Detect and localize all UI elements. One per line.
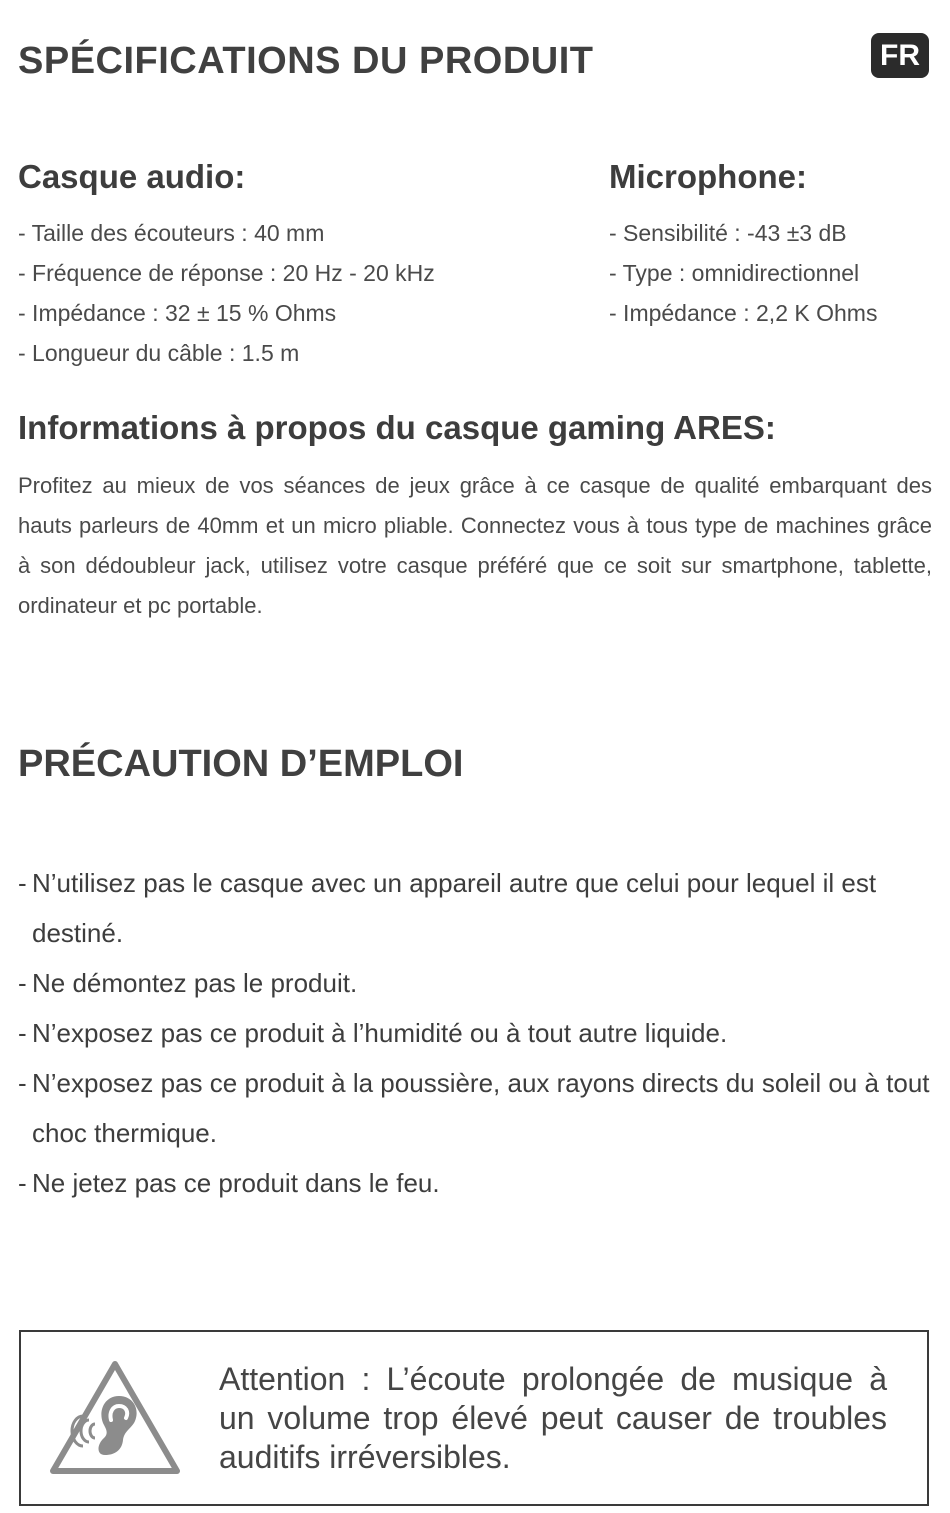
language-badge: FR <box>871 33 929 78</box>
list-dash: - <box>18 1068 27 1098</box>
spec-item: - Longueur du câble : 1.5 m <box>18 340 300 366</box>
microphone-specs <box>609 158 877 333</box>
list-dash: - <box>18 868 27 898</box>
precaution-text: Ne démontez pas le produit. <box>32 968 358 998</box>
spec-item: - Impédance : 32 ± 15 % Ohms <box>18 300 337 326</box>
list-dash: - <box>18 968 27 998</box>
info-title: Informations à propos du casque gaming ARES: <box>18 409 776 446</box>
hearing-warning-text: Attention : L’écoute prolongée de musique à un volume trop élevé peut causer de troubles auditifs irréversibles. <box>219 1361 887 1475</box>
spec-item: - Type : omnidirectionnel <box>609 260 860 286</box>
precaution-item <box>18 858 932 958</box>
precaution-item <box>18 1158 932 1208</box>
spec-item: - Fréquence de réponse : 20 Hz - 20 kHz <box>18 260 435 286</box>
list-dash: - <box>18 1018 27 1048</box>
headset-specs-title: Casque audio: <box>18 158 246 195</box>
precaution-item <box>18 1008 932 1058</box>
precaution-text: Ne jetez pas ce produit dans le feu. <box>32 1168 440 1198</box>
info-paragraph: Profitez au mieux de vos séances de jeux grâce à ce casque de qualité embarquant des hauts parleurs de 40mm et un micro pliable. Connectez vous à tous type de machines grâce à son dédoubleur jack, utilisez votre casque préféré que ce soit sur smartphone, tablette, ordinateur et pc portable. <box>18 473 932 618</box>
headset-specs <box>18 158 435 373</box>
precaution-item <box>18 958 932 1008</box>
microphone-specs-list <box>609 213 877 333</box>
page-title: SPÉCIFICATIONS DU PRODUIT <box>18 40 594 82</box>
spec-item: - Taille des écouteurs : 40 mm <box>18 220 325 246</box>
list-dash: - <box>18 1168 27 1198</box>
spec-item: - Impédance : 2,2 K Ohms <box>609 300 878 326</box>
hearing-warning-icon <box>49 1360 181 1476</box>
precaution-text: N’exposez pas ce produit à l’humidité ou à tout autre liquide. <box>32 1018 728 1048</box>
precaution-text: N’utilisez pas le casque avec un appareil autre que celui pour lequel il est destiné. <box>32 868 877 948</box>
spec-item: - Sensibilité : -43 ±3 dB <box>609 220 847 246</box>
microphone-specs-title: Microphone: <box>609 158 807 195</box>
precaution-item <box>18 1058 932 1158</box>
precautions-list <box>18 858 932 1208</box>
hearing-warning-box <box>19 1330 929 1506</box>
precautions-title: PRÉCAUTION D’EMPLOI <box>18 743 464 785</box>
precaution-text: N’exposez pas ce produit à la poussière, aux rayons directs du soleil ou à tout choc thermique. <box>32 1068 930 1148</box>
headset-specs-list <box>18 213 435 373</box>
